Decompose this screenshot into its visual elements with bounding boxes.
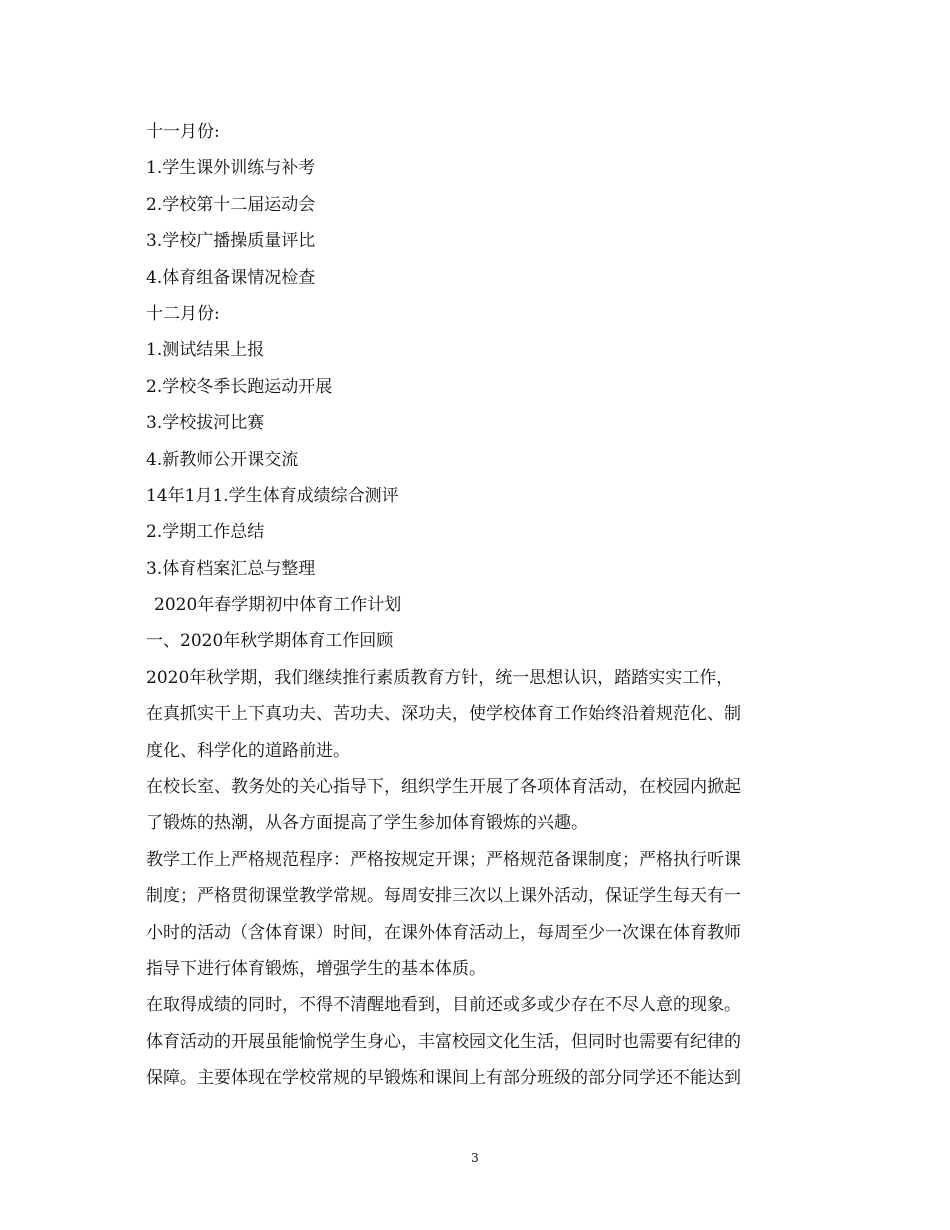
paragraph-line: 小时的活动（含体育课）时间，在课外体育活动上，每周至少一次课在体育教师 xyxy=(146,922,741,943)
list-item: 2.学校第十二届运动会 xyxy=(146,194,316,215)
paragraph-activities xyxy=(146,769,806,842)
paragraph-line: 教学工作上严格规范程序：严格按规定开课；严格规范备课制度；严格执行听课 xyxy=(146,849,741,870)
paragraph-line: 了锻炼的热潮，从各方面提高了学生参加体育锻炼的兴趣。 xyxy=(146,813,588,834)
section-title: 2020年春学期初中体育工作计划 xyxy=(154,595,402,616)
paragraph-line: 制度；严格贯彻课堂教学常规。每周安排三次以上课外活动，保证学生每天有一 xyxy=(146,886,741,907)
paragraph-line: 在校长室、教务处的关心指导下，组织学生开展了各项体育活动，在校园内掀起 xyxy=(146,777,741,798)
paragraph-line: 指导下进行体育锻炼，增强学生的基本体质。 xyxy=(146,958,486,979)
paragraph-review-intro xyxy=(146,660,806,769)
paragraph-line: 度化、科学化的道路前进。 xyxy=(146,740,350,761)
page-number: 3 xyxy=(471,1151,479,1165)
list-item: 4.体育组备课情况检查 xyxy=(146,267,316,288)
list-item: 3.学校拔河比赛 xyxy=(146,413,265,434)
month-heading-december: 十二月份: xyxy=(146,303,220,324)
month-heading-november: 十一月份: xyxy=(146,122,220,142)
paragraph-line: 保障。主要体现在学校常规的早锻炼和课间上有部分班级的部分同学还不能达到 xyxy=(146,1068,741,1089)
document-body xyxy=(146,114,806,1097)
list-item: 1.测试结果上报 xyxy=(146,340,265,361)
section-heading: 一、2020年秋学期体育工作回顾 xyxy=(146,631,394,652)
list-item: 3.体育档案汇总与整理 xyxy=(146,558,316,579)
list-item: 4.新教师公开课交流 xyxy=(146,449,299,470)
paragraph-line: 体育活动的开展虽能愉悦学生身心，丰富校园文化生活，但同时也需要有纪律的 xyxy=(146,1031,741,1052)
list-item: 3.学校广播操质量评比 xyxy=(146,231,316,252)
list-item: 1.学生课外训练与补考 xyxy=(146,158,316,179)
paragraph-line: 在取得成绩的同时，不得不清醒地看到，目前还或多或少存在不尽人意的现象。 xyxy=(146,995,741,1016)
paragraph-teaching xyxy=(146,842,806,988)
list-item: 2.学校冬季长跑运动开展 xyxy=(146,376,333,397)
paragraph-line: 2020年秋学期，我们继续推行素质教育方针，统一思想认识，踏踏实实工作， xyxy=(146,667,734,688)
paragraph-shortcomings xyxy=(146,987,806,1096)
paragraph-line: 在真抓实干上下真功夫、苦功夫、深功夫，使学校体育工作始终沿着规范化、制 xyxy=(146,704,741,725)
list-item-january: 14年1月1.学生体育成绩综合测评 xyxy=(146,485,399,506)
list-item: 2.学期工作总结 xyxy=(146,522,265,543)
